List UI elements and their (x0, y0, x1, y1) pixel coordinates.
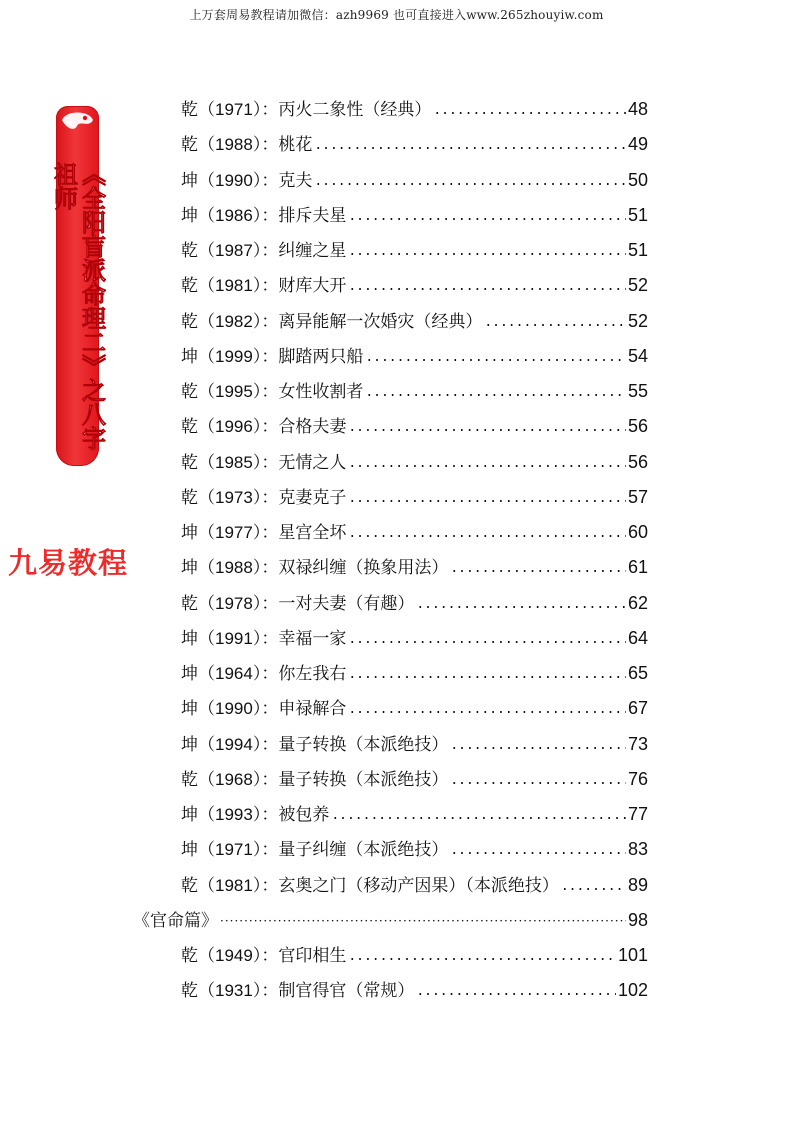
toc-entry-open-paren: （ (198, 699, 215, 720)
toc-page-number: 54 (627, 345, 648, 366)
toc-entry-year: 1990 (215, 699, 253, 719)
toc-page-number: 64 (627, 627, 648, 648)
toc-entry-title: 合格夫妻 (278, 417, 347, 438)
toc-entry[interactable] (181, 554, 648, 580)
header-banner: 上万套周易教程请加微信：azh9969 也可直接进入www.265zhouyiw.com (189, 8, 604, 22)
toc-entry-close-paren: ）： (252, 981, 279, 1002)
toc-entry[interactable] (181, 519, 648, 545)
toc-entry-title: 申禄解合 (278, 699, 347, 720)
toc-entry-close-paren: ）： (252, 875, 279, 896)
toc-entry-close-paren: ）： (252, 241, 279, 261)
toc-section-title: 《官命篇》 (133, 910, 218, 931)
toc-entry[interactable] (181, 660, 648, 686)
toc-entry-close-paren: ）： (252, 135, 279, 156)
toc-entry-title: 克夫 (278, 170, 313, 191)
toc-leader-dots (348, 486, 626, 512)
toc-entry-year: 1993 (215, 805, 253, 824)
toc-leader-dots (450, 838, 626, 864)
toc-entry-gender: 坤 (181, 170, 198, 191)
toc-page-number: 61 (627, 557, 648, 578)
toc-entry-year: 1987 (215, 241, 253, 260)
toc-entry[interactable] (181, 766, 648, 792)
toc-entry-year: 1968 (215, 769, 253, 789)
toc-entry-title: 量子转换（本派绝技） (278, 734, 449, 755)
toc-entry-gender: 坤 (181, 346, 198, 367)
toc-leader-dots (348, 451, 626, 477)
toc-entry-title: 离异能解一次婚灾（经典） (278, 311, 483, 332)
toc-entry-year: 1971 (215, 100, 253, 119)
toc-entry-year: 1931 (215, 981, 253, 1001)
toc-page-number: 55 (627, 381, 648, 401)
toc-entry[interactable] (181, 378, 648, 404)
toc-entry-year: 1985 (215, 452, 253, 472)
toc-entry-title: 双禄纠缠（换象用法） (278, 558, 449, 579)
toc-entry-title: 纠缠之星 (278, 241, 347, 261)
toc-entry-title: 无情之人 (278, 452, 347, 473)
toc-leader-dots (348, 274, 626, 300)
toc-entry-close-paren: ）： (252, 946, 279, 966)
toc-entry-close-paren: ）： (252, 487, 279, 508)
toc-entry-title: 女性收割者 (278, 382, 364, 402)
toc-entry-year: 1973 (215, 487, 253, 507)
toc-entry-open-paren: （ (198, 276, 215, 297)
toc-entry-gender: 乾 (181, 875, 198, 896)
toc-entry-open-paren: （ (198, 135, 215, 156)
toc-entry[interactable] (181, 96, 648, 122)
toc-entry[interactable] (181, 343, 648, 369)
toc-entry-title: 量子转换（本派绝技） (278, 769, 449, 790)
toc-entry-gender: 乾 (181, 946, 198, 966)
toc-entry-gender: 坤 (181, 523, 198, 543)
toc-leader-dots (314, 133, 626, 159)
toc-entry-gender: 乾 (181, 452, 198, 473)
toc-entry-title: 你左我右 (278, 664, 347, 684)
toc-entry-year: 1971 (215, 840, 253, 860)
toc-page-number: 56 (627, 416, 648, 437)
toc-leader-dots (433, 98, 626, 124)
toc-entry-gender: 乾 (181, 135, 198, 156)
toc-entry-year: 1995 (215, 382, 253, 401)
toc-leader-dots (348, 662, 626, 688)
toc-entry-year: 1977 (215, 523, 253, 542)
toc-page-number: 50 (627, 169, 648, 190)
toc-entry-close-paren: ）： (252, 100, 279, 120)
toc-leader-dots (348, 521, 626, 547)
toc-entry-open-paren: （ (198, 311, 215, 332)
toc-entry-close-paren: ）： (252, 593, 279, 614)
toc-entry-close-paren: ）： (252, 170, 279, 191)
toc-page-number: 76 (627, 768, 648, 789)
toc-entry-close-paren: ）： (252, 628, 279, 649)
toc-entry-open-paren: （ (198, 734, 215, 755)
toc-page-number: 48 (627, 99, 648, 119)
toc-page-number: 60 (627, 522, 648, 542)
toc-leader-dots (450, 733, 626, 759)
toc-entry-year: 1981 (215, 875, 253, 895)
toc-entry-open-paren: （ (198, 523, 215, 543)
toc-entry-gender: 乾 (181, 417, 198, 438)
toc-entry-gender: 乾 (181, 487, 198, 508)
toc-entry[interactable] (181, 484, 648, 510)
toc-entry-title: 官印相生 (278, 946, 347, 966)
toc-entry-open-paren: （ (198, 628, 215, 649)
toc-entry-close-paren: ）： (252, 734, 279, 755)
toc-entry-close-paren: ）： (252, 311, 279, 332)
toc-page-number: 51 (627, 204, 648, 225)
toc-page-number: 52 (627, 310, 648, 331)
toc-leader-dots (220, 908, 626, 934)
toc-entry-title: 克妻克子 (278, 487, 347, 508)
toc-entry-year: 1990 (215, 170, 253, 190)
toc-leader-dots (348, 944, 616, 970)
toc-entry-close-paren: ）： (252, 840, 279, 861)
toc-entry-open-paren: （ (198, 417, 215, 438)
toc-entry-gender: 乾 (181, 981, 198, 1002)
toc-entry[interactable] (181, 731, 648, 757)
toc-leader-dots (348, 627, 626, 653)
toc-entry-year: 1999 (215, 346, 253, 366)
toc-leader-dots (348, 415, 626, 441)
toc-entry-gender: 坤 (181, 664, 198, 684)
toc-entry-gender: 坤 (181, 805, 198, 825)
toc-leader-dots (348, 239, 626, 265)
toc-entry[interactable] (181, 449, 648, 475)
toc-entry-gender: 乾 (181, 100, 198, 120)
toc-entry[interactable] (181, 801, 648, 827)
toc-entry-close-paren: ）： (252, 805, 279, 825)
toc-leader-dots (348, 697, 626, 723)
toc-entry-title: 玄奥之门（移动产因果）（本派绝技） (278, 875, 559, 896)
toc-entry[interactable] (181, 695, 648, 721)
toc-entry-year: 1978 (215, 593, 253, 613)
toc-entry-open-paren: （ (198, 241, 215, 261)
toc-entry-title: 被包养 (278, 805, 330, 825)
toc-leader-dots (484, 310, 626, 336)
toc-leader-dots (416, 979, 616, 1005)
toc-entry-open-paren: （ (198, 382, 215, 402)
toc-page-number: 67 (627, 698, 648, 719)
toc-entry-title: 桃花 (278, 135, 313, 156)
toc-entry[interactable] (181, 131, 648, 157)
toc-entry-gender: 坤 (181, 558, 198, 579)
toc-entry-open-paren: （ (198, 558, 215, 579)
toc-entry-close-paren: ）： (252, 417, 279, 438)
toc-entry-open-paren: （ (198, 346, 215, 367)
toc-page-number: 57 (627, 486, 648, 507)
toc-entry-close-paren: ）： (252, 205, 279, 226)
toc-entry-gender: 乾 (181, 311, 198, 332)
toc-entry-open-paren: （ (198, 100, 215, 120)
toc-entry-year: 1982 (215, 311, 253, 331)
toc-entry[interactable] (181, 413, 648, 439)
toc-leader-dots (450, 556, 626, 582)
toc-section-heading[interactable] (133, 907, 648, 933)
toc-entry-gender: 乾 (181, 593, 198, 614)
toc-entry[interactable] (181, 942, 648, 968)
toc-entry-gender: 坤 (181, 628, 198, 649)
toc-entry-close-paren: ）： (252, 558, 279, 579)
toc-entry-close-paren: ）： (252, 664, 279, 684)
toc-entry-title: 脚踏两只船 (278, 346, 364, 367)
toc-entry-year: 1991 (215, 628, 253, 648)
toc-entry-gender: 乾 (181, 382, 198, 402)
toc-entry-gender: 乾 (181, 276, 198, 297)
toc-entry-title: 星宫全坏 (278, 523, 347, 543)
toc-entry-gender: 乾 (181, 241, 198, 261)
toc-entry-year: 1986 (215, 205, 253, 225)
toc-entry-open-paren: （ (198, 946, 215, 966)
toc-entry[interactable] (181, 237, 648, 263)
toc-page-number: 49 (627, 134, 648, 155)
toc-entry-open-paren: （ (198, 805, 215, 825)
toc-entry-open-paren: （ (198, 769, 215, 790)
toc-page-number: 65 (627, 663, 648, 683)
toc-entry-open-paren: （ (198, 840, 215, 861)
toc-entry[interactable] (181, 308, 648, 334)
toc-entry-title: 一对夫妻（有趣） (278, 593, 415, 614)
toc-entry-title: 量子纠缠（本派绝技） (278, 840, 449, 861)
toc-entry[interactable] (181, 872, 648, 898)
toc-entry-close-paren: ）： (252, 452, 279, 473)
toc-entry[interactable] (181, 625, 648, 651)
toc-page-number: 51 (627, 240, 648, 260)
toc-entry-open-paren: （ (198, 170, 215, 191)
toc-page-number: 73 (627, 733, 648, 754)
toc-entry-open-paren: （ (198, 487, 215, 508)
toc-page-number: 102 (617, 980, 648, 1001)
toc-leader-dots (561, 874, 626, 900)
toc-page-number: 83 (627, 839, 648, 860)
toc-page-number: 101 (617, 945, 648, 965)
toc-entry[interactable] (181, 167, 648, 193)
toc-entry-open-paren: （ (198, 205, 215, 226)
toc-leader-dots (416, 592, 626, 618)
toc-leader-dots (365, 345, 626, 371)
toc-entry-open-paren: （ (198, 981, 215, 1002)
toc-entry-year: 1988 (215, 135, 253, 155)
toc-entry-year: 1981 (215, 276, 253, 296)
toc-entry[interactable] (181, 977, 648, 1003)
toc-entry[interactable] (181, 202, 648, 228)
toc-entry-close-paren: ）： (252, 276, 279, 297)
toc-page-number: 56 (627, 451, 648, 472)
toc-leader-dots (450, 768, 626, 794)
toc-entry-title: 丙火二象性（经典） (278, 100, 432, 120)
toc-entry-title: 幸福一家 (278, 628, 347, 649)
toc-page-number: 62 (627, 592, 648, 613)
toc-entry-year: 1996 (215, 417, 253, 437)
toc-entry-close-paren: ）： (252, 382, 279, 402)
toc-entry-open-paren: （ (198, 452, 215, 473)
toc-entry-title: 财库大开 (278, 276, 347, 297)
toc-page-number: 98 (627, 909, 648, 930)
toc-entry-gender: 坤 (181, 205, 198, 226)
toc-entry-close-paren: ）： (252, 523, 279, 543)
toc-page-number: 77 (627, 804, 648, 824)
toc-entry-close-paren: ）： (252, 769, 279, 790)
toc-entry-close-paren: ）： (252, 346, 279, 367)
toc-entry-title: 排斥夫星 (278, 205, 347, 226)
toc-entry-open-paren: （ (198, 593, 215, 614)
toc-page-number: 89 (627, 874, 648, 895)
toc-leader-dots (365, 380, 626, 406)
spine-title: 《全阳盲派命理二》之八字祖师 (49, 162, 106, 450)
toc-entry-gender: 坤 (181, 699, 198, 720)
toc-leader-dots (314, 169, 626, 195)
toc-entry-open-paren: （ (198, 875, 215, 896)
toc-entry[interactable] (181, 590, 648, 616)
toc-leader-dots (348, 204, 626, 230)
toc-entry[interactable] (181, 272, 648, 298)
watermark-text: 九易教程 (8, 546, 129, 580)
toc-entry-gender: 乾 (181, 769, 198, 790)
toc-entry-year: 1964 (215, 664, 253, 683)
toc-entry-year: 1988 (215, 558, 253, 578)
toc-entry-close-paren: ）： (252, 699, 279, 720)
toc-page-number: 52 (627, 275, 648, 296)
toc-entry-gender: 坤 (181, 734, 198, 755)
toc-entry-open-paren: （ (198, 664, 215, 684)
toc-entry-gender: 坤 (181, 840, 198, 861)
toc-leader-dots (331, 803, 626, 829)
toc-entry[interactable] (181, 836, 648, 862)
toc-entry-year: 1994 (215, 734, 253, 754)
toc-entry-title: 制官得官（常规） (278, 981, 415, 1002)
toc-entry-year: 1949 (215, 946, 253, 965)
